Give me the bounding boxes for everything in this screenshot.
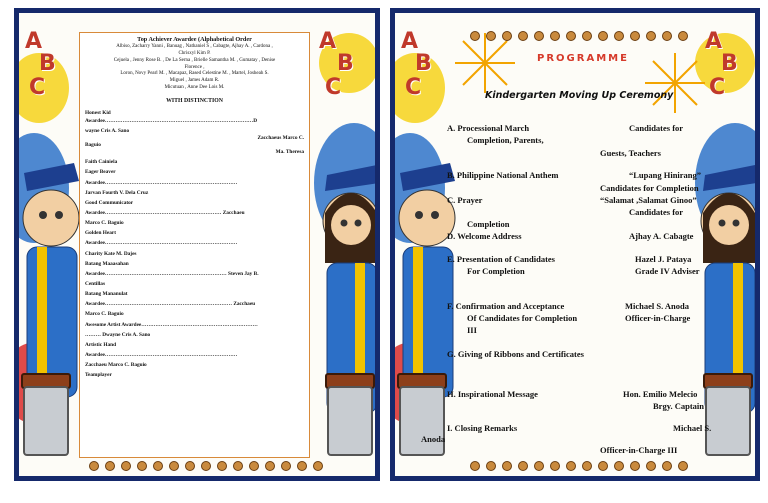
programme-item: Michael S. [673,423,712,433]
awardee-line: Centillas [85,280,106,287]
pillar-decoration [23,386,69,456]
letter-block-b: B [415,51,432,76]
programme-item: Anoda [421,434,446,444]
awardee-document [79,32,310,458]
programme-item: Officer-in-Charge [625,313,691,323]
names-line: Loron, Novy Pearl M. , Macapaz, Rased Celestine M. , Martel, Josheah S. [120,71,269,77]
cookie-border [470,461,688,471]
programme-item: A. Processional March [447,123,530,133]
pillar-decoration [705,386,751,456]
awardee-line: Awardee………………………………………………………………… [85,351,238,358]
awardee-line: Zacchaeu Marco C. Baguio [85,362,147,369]
names-line: Cejuela , Jenny Rose B. , De La Serna , Brielle Samantha M. , Gumatay , Denise [113,57,276,63]
letter-block-a: A [25,29,43,54]
awardee-line: Zacchaeus Marco C. [257,134,304,141]
awardee-line: Awardee………………………………………………………… Zacchaeu [85,209,245,216]
programme-item: Guests, Teachers [600,148,661,158]
names-line: Micutuan , Anne Dee Lois M. [164,84,225,90]
programme-item: E. Presentation of Candidates [447,254,555,264]
names-line: Miguel , James Adam R. [169,78,220,84]
programme-item: Completion [467,219,510,229]
programme-item: H. Inspirational Message [447,389,538,399]
letter-block-a: A [319,29,337,54]
awardee-list [85,110,304,379]
document-title: Top Achiever Awardee (Alphabetical Order [137,36,252,43]
names-line: Chrisxyl Kim P. [178,51,211,57]
awardee-line: Ma. Theresa [275,149,304,156]
programme-item: Candidates for [629,207,684,217]
programme-item: Of Candidates for Completion [467,313,578,323]
names-line: Florence , [184,64,205,70]
letter-block-b: B [39,51,56,76]
awardee-line: Awardee………………………………………………………………… [85,179,238,186]
programme-heading: PROGRAMME [537,53,629,64]
programme-item: For Completion [467,266,525,276]
awardee-line: Honest Kid [85,110,111,117]
names-line: Albiso, Zacharry Yanni , Banuag , Nathaniel S , Cabagte, Ajhay A. , Cardona , [116,44,273,50]
programme-item: Candidates for Completion [600,183,699,193]
awardee-line: Baguio [85,141,101,148]
ceremony-title: Kindergarten Moving Up Ceremony [485,90,674,101]
top-achiever-names [85,44,304,91]
letter-block-a: A [401,29,419,54]
letter-block-c: C [405,75,422,100]
letter-block-b: B [721,51,738,76]
programme-item: Completion, Parents, [467,135,544,145]
programme-item: B. Philippine National Anthem [447,170,559,180]
awardee-line: Awardee……………………………………………………………… Zacchaeu [85,301,256,308]
programme-item: I. Closing Remarks [447,423,518,433]
awardee-line: Golden Heart [85,230,117,237]
right-page-panel [390,8,760,481]
pillar-decoration [399,386,445,456]
letter-block-c: C [709,75,726,100]
cookie-border [89,461,323,471]
awardee-line: wayne Cris A. Sano [85,127,130,134]
programme-item: G. Giving of Ribbons and Certificates [447,349,584,359]
awardee-line: Batang Mananulat [85,291,128,298]
awardee-line: Artistic Hand [85,341,117,348]
awardee-line: Eager Beaver [85,169,116,176]
awardee-line: Batang Maaasahan [85,260,129,267]
programme-item: Brgy. Captain [653,401,705,411]
letter-block-b: B [337,51,354,76]
programme-item: Officer-in-Charge III [600,445,678,455]
awardee-line: Faith Cainiela [85,159,118,166]
programme-item: Michael S. Anoda [625,301,689,311]
programme-item: Hazel J. Pataya [635,254,692,264]
pillar-decoration [327,386,373,456]
left-page-panel [14,8,380,481]
programme-item: Ajhay A. Cabagte [629,231,694,241]
programme-item: “Lupang Hinirang” [629,170,702,180]
letter-block-c: C [29,75,46,100]
awardee-line: Marco C. Baguio [85,220,124,227]
awardee-line: Awardee…………………………………………………………………………D [85,117,258,124]
awardee-line: Awesome Artist Awardee………………………………………………………… [85,321,258,328]
programme-item: III [467,325,477,335]
awardee-line: Awardee…………………………………………………………… Steven Jay B. [85,270,259,277]
section-heading: WITH DISTINCTION [166,97,223,104]
programme-item: Hon. Emilio Melecio [623,389,698,399]
firework-burst-icon [455,33,515,93]
programme-item: F. Confirmation and Acceptance [447,301,565,311]
letter-block-c: C [325,75,342,100]
awardee-line: Teamplayer [85,372,112,379]
awardee-line: Charity Kate M. Dajes [85,250,137,257]
programme-item: Grade IV Adviser [635,266,700,276]
programme-item: D. Welcome Address [447,231,522,241]
programme-item: C. Prayer [447,195,483,205]
awardee-line: Marco C. Baguio [85,311,124,318]
awardee-line: Awardee………………………………………………………………… [85,240,238,247]
programme-item: “Salamat ,Salamat Ginoo” [600,195,697,205]
awardee-line: Good Communicator [85,199,134,206]
firework-burst-icon [645,53,705,113]
programme-item: Candidates for [629,123,684,133]
awardee-line: Jarvan Fourth V. Dela Cruz [85,189,149,196]
letter-block-a: A [705,29,723,54]
cookie-border [470,31,688,41]
awardee-line: ……… Dwayne Cris A. Sano [85,331,151,338]
